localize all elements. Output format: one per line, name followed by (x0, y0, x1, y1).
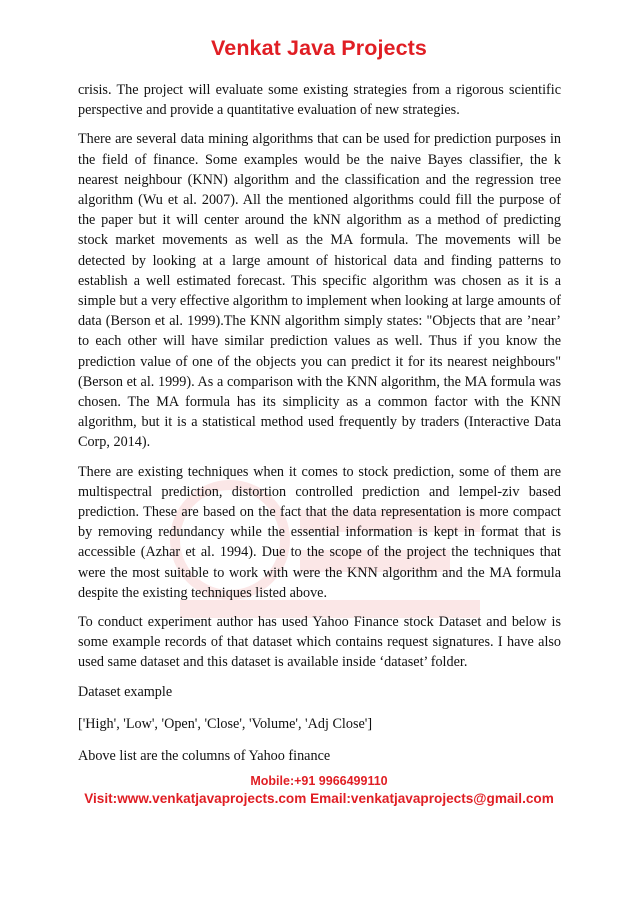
paragraph-2: There are several data mining algorithms that can be used for prediction purposes in the field of finance. Some examples would be the naive Bayes classifier, the k nearest neighbour (KNN) algorithm and the classification and the regression tree algorithm (Wu et al. 2007). All the mentioned algorithms could fill the purpose of the paper but it will center around the kNN algorithm as a method of predicting stock market movements as well as the MA formula. The movements will be detected by looking at a large amount of historical data and finding patterns to establish a well estimated forecast. This specific algorithm was chosen as it is a simple but a very effective algorithm to implement when looking at large amounts of data (Berson et al. 1999).The KNN algorithm simply states: "Objects that are ’near’ to each other will have similar prediction values as well. Thus if you know the prediction value of one of the objects you can predict it for its nearest neighbours" (Berson et al. 1999). As a comparison with the KNN algorithm, the MA formula was chosen. The MA formula has its simplicity as a common factor with the KNN algorithm, but it is a statistical method used frequently by traders (Interactive Data Corp, 2014). (78, 131, 561, 451)
header-title: Venkat Java Projects (211, 36, 427, 60)
footer-mobile: Mobile:+91 9966499110 (250, 774, 388, 788)
dataset-heading: Dataset example (78, 683, 173, 700)
columns-note: Above list are the columns of Yahoo finance (78, 748, 331, 765)
paragraph-1: crisis. The project will evaluate some existing strategies from a rigorous scientific perspective and provide a quantitative evaluation of new strategies. (78, 82, 561, 119)
body-text (78, 80, 561, 778)
paragraph-4: To conduct experiment author has used Yahoo Finance stock Dataset and below is some example records of that dataset which contains request signatures. I have also used same dataset and this dataset is available inside ‘dataset’ folder. (78, 614, 561, 671)
footer-contact: Visit:www.venkatjavaprojects.com Email:venkatjavaprojects@gmail.com (84, 791, 554, 806)
paragraph-3: There are existing techniques when it comes to stock prediction, some of them are multispectral prediction, distortion controlled prediction and lempel-ziv based prediction. These are based on the fact that the data representation is more compact by removing redundancy while the essential information is kept in format that is accessible (Azhar et al. 1994). Due to the scope of the project the techniques that were the most suitable to work with were the KNN algorithm and the MA formula despite the existing techniques listed above. (78, 463, 561, 601)
dataset-columns: ['High', 'Low', 'Open', 'Close', 'Volume', 'Adj Close'] (78, 715, 373, 732)
